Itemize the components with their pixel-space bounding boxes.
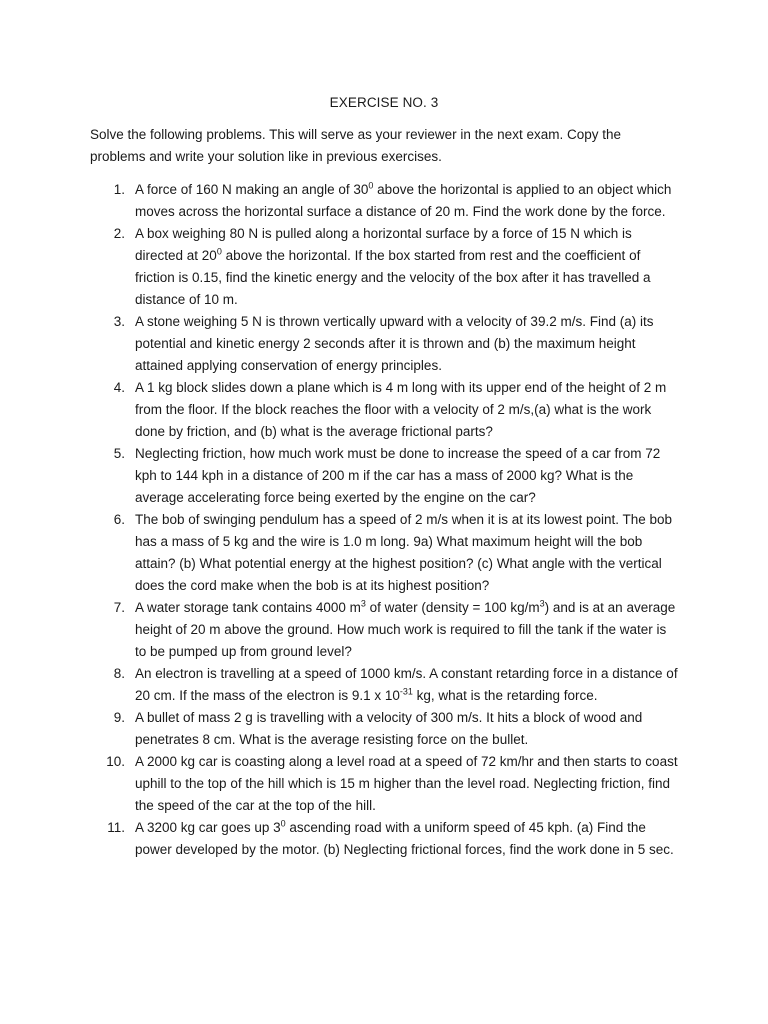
page-title: EXERCISE NO. 3	[329, 95, 439, 110]
superscript: 0	[216, 246, 222, 257]
text-segment: Neglecting friction, how much work must be done to increase the speed of a car from 72 kph to 144 kph in a distance of 200 m if the car has a mass of 2000 kg? What is the average accelerating force being exerted by the engine on the car?	[135, 446, 661, 505]
text-segment: above the horizontal. If the box started from rest and the coefficient of friction is 0.15, find the kinetic energy and the velocity of the box after it has travelled a distance of 10 m.	[135, 248, 651, 307]
text-segment: A 1 kg block slides down a plane which is 4 m long with its upper end of the height of 2 m from the floor. If the block reaches the floor with a velocity of 2 m/s,(a) what is the work done by friction, and (b) what is the average frictional parts?	[135, 380, 667, 439]
problem-number: 8.	[113, 666, 125, 681]
text-segment: ) and is at an average height of 20 m above the ground. How much work is required to fill the tank if the water is to be pumped up from ground level?	[135, 600, 676, 659]
problem-number: 5.	[113, 446, 125, 461]
superscript: 3	[539, 598, 545, 609]
problem-number: 11.	[107, 820, 125, 835]
problem-text	[135, 512, 672, 593]
text-segment: A bullet of mass 2 g is travelling with a velocity of 300 m/s. It hits a block of wood and penetrates 8 cm. What is the average resisting force on the bullet.	[135, 710, 643, 747]
text-segment: A 2000 kg car is coasting along a level road at a speed of 72 km/hr and then starts to coast uphill to the top of the hill which is 15 m higher than the level road. Neglecting friction, find the speed of the car at the top of the hill.	[135, 754, 678, 813]
text-segment: A water storage tank contains 4000 m	[135, 600, 361, 615]
problem-text	[135, 754, 678, 813]
problem-number: 6.	[113, 512, 125, 527]
problem-number: 10.	[106, 754, 125, 769]
superscript: 0	[368, 180, 374, 191]
problem-number: 3.	[113, 314, 125, 329]
problem-text	[135, 226, 651, 307]
text-segment: ascending road with a uniform speed of 45 kph. (a) Find the power developed by the motor. (b) Neglecting frictional forces, find the work done in 5 sec.	[135, 820, 674, 857]
superscript: 3	[360, 598, 366, 609]
text-segment: A 3200 kg car goes up 3	[135, 820, 281, 835]
text-segment: A force of 160 N making an angle of 30	[135, 182, 369, 197]
text-segment: above the horizontal is applied to an object which moves across the horizontal surface a distance of 20 m. Find the work done by the force.	[135, 182, 672, 219]
problem-text	[135, 820, 674, 857]
problem-text	[135, 600, 675, 659]
list-item	[0, 751, 680, 817]
list-item	[0, 817, 680, 861]
problem-text	[135, 314, 653, 373]
text-segment: A stone weighing 5 N is thrown vertically upward with a velocity of 39.2 m/s. Find (a) its potential and kinetic energy 2 seconds after it is thrown and (b) the maximum height attained applying conservation of energy principles.	[135, 314, 654, 373]
problem-text	[135, 710, 642, 747]
list-item	[0, 597, 680, 663]
text-segment: A box weighing 80 N is pulled along a horizontal surface by a force of 15 N which is directed at 20	[135, 226, 632, 263]
problem-list	[0, 179, 768, 861]
superscript: 0	[280, 818, 286, 829]
list-item	[0, 663, 680, 707]
list-item	[0, 223, 680, 311]
text-segment: An electron is travelling at a speed of 1000 km/s. A constant retarding force in a distance of 20 cm. If the mass of the electron is 9.1 x 10	[135, 666, 678, 703]
problem-number: 7.	[113, 600, 125, 615]
text-segment: kg, what is the retarding force.	[412, 688, 598, 703]
problem-text	[135, 446, 660, 505]
list-item	[0, 377, 680, 443]
problem-text	[135, 182, 671, 219]
intro-paragraph: Solve the following problems. This will serve as your reviewer in the next exam. Copy the problems and write your solution like in previous exercises.	[90, 127, 621, 164]
superscript: -31	[399, 686, 413, 697]
list-item	[0, 311, 680, 377]
list-item	[0, 509, 680, 597]
text-segment: The bob of swinging pendulum has a speed of 2 m/s when it is at its lowest point. The bob has a mass of 5 kg and the wire is 1.0 m long. 9a) What maximum height will the bob attain? (b) What potential energy at the highest position? (c) What angle with the vertical does the cord make when the bob is at its highest position?	[135, 512, 673, 593]
problem-number: 2.	[113, 226, 125, 241]
problem-number: 9.	[113, 710, 125, 725]
problem-text	[135, 666, 678, 703]
list-item	[0, 707, 680, 751]
list-item	[0, 179, 680, 223]
list-item	[0, 443, 680, 509]
problem-number: 4.	[113, 380, 125, 395]
problem-number: 1.	[113, 182, 125, 197]
text-segment: of water (density = 100 kg/m	[365, 600, 540, 615]
problem-text	[135, 380, 666, 439]
